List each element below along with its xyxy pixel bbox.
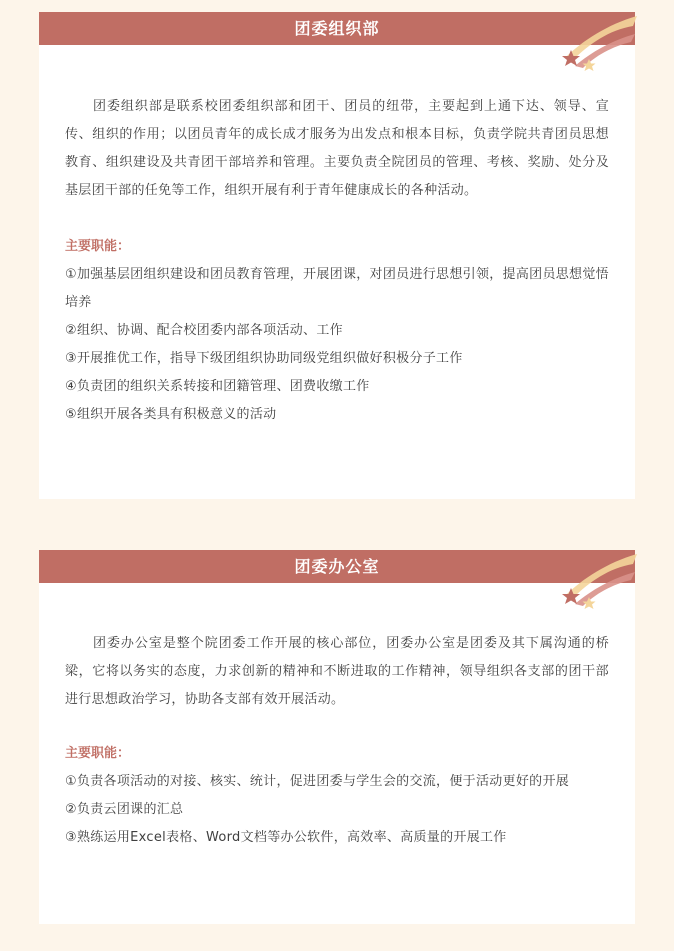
duty-item: ③开展推优工作，指导下级团组织协助同级党组织做好积极分子工作 — [65, 351, 463, 366]
shooting-stars-icon — [561, 548, 641, 610]
section-description: 团委办公室是整个院团委工作开展的核心部位，团委办公室是团委及其下属沟通的桥梁，它将以务实的态度，力求创新的精神和不断进取的工作精神，领导组织各支部的团干部进行思想政治学习，协助各支部有效开展活动。 — [65, 636, 609, 707]
duty-item: ④负责团的组织关系转接和团籍管理、团费收缴工作 — [65, 379, 370, 394]
section-description: 团委组织部是联系校团委组织部和团干、团员的纽带，主要起到上通下达、领导、宣传、组织的作用；以团员青年的成长成才服务为出发点和根本目标，负责学院共青团员思想教育、组织建设及共青团干部培养和管理。主要负责全院团员的管理、考核、奖励、处分及基层团干部的任免等工作，组织开展有利于青年健康成长的各种活动。 — [65, 99, 609, 198]
duties-list — [39, 768, 635, 852]
duties-heading: 主要职能： — [65, 746, 131, 761]
section-banner — [39, 12, 635, 45]
section-card-organization — [39, 12, 635, 499]
section-card-office — [39, 550, 635, 924]
duty-item: ②组织、协调、配合校团委内部各项活动、工作 — [65, 323, 343, 338]
section-title: 团委办公室 — [294, 557, 380, 576]
duty-item: ①加强基层团组织建设和团员教育管理，开展团课，对团员进行思想引领，提高团员思想觉悟培养 — [65, 267, 609, 310]
duty-item: ③熟练运用Excel表格、Word文档等办公软件，高效率、高质量的开展工作 — [65, 830, 507, 845]
section-banner — [39, 550, 635, 583]
section-title: 团委组织部 — [294, 19, 380, 38]
duty-item: ①负责各项活动的对接、核实、统计，促进团委与学生会的交流，便于活动更好的开展 — [65, 774, 570, 789]
shooting-stars-icon — [561, 10, 641, 72]
duty-item: ⑤组织开展各类具有积极意义的活动 — [65, 407, 277, 422]
duties-list — [39, 261, 635, 429]
duties-heading: 主要职能： — [65, 239, 131, 254]
duty-item: ②负责云团课的汇总 — [65, 802, 184, 817]
